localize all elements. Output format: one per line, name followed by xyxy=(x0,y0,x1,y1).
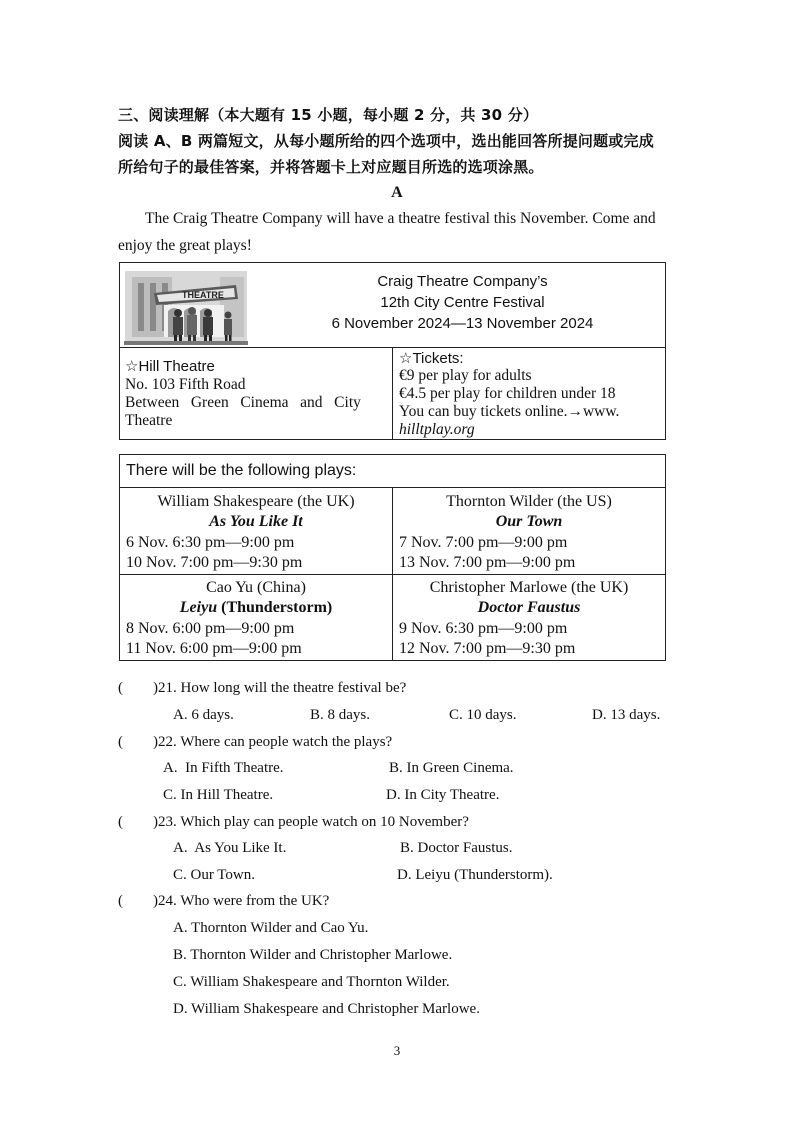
play-title: Doctor Faustus xyxy=(477,599,581,616)
option-a[interactable]: A. 6 days. xyxy=(173,707,234,723)
option-b[interactable]: B. Doctor Faustus. xyxy=(400,840,513,856)
page-number: 3 xyxy=(393,1043,401,1058)
option-c[interactable]: C. William Shakespeare and Thornton Wilder. xyxy=(173,974,450,990)
option-a[interactable]: A. As You Like It. xyxy=(173,840,287,856)
play-author: Cao Yu (China) xyxy=(206,579,306,596)
play-title: As You Like It xyxy=(209,513,303,530)
ticket-price-adults: €9 per play for adults xyxy=(399,367,532,384)
ticket-price-children: €4.5 per play for children under 18 xyxy=(399,385,616,402)
play-time: 12 Nov. 7:00 pm—9:30 pm xyxy=(399,640,576,657)
question-text: Who were from the UK? xyxy=(180,893,330,909)
play-time: 7 Nov. 7:00 pm—9:00 pm xyxy=(399,534,568,551)
question-text: Which play can people watch on 10 November? xyxy=(180,814,469,830)
passage-label: A xyxy=(391,184,403,201)
play-time: 11 Nov. 6:00 pm—9:00 pm xyxy=(126,640,302,657)
play-time: 6 Nov. 6:30 pm—9:00 pm xyxy=(126,534,295,551)
answer-bracket[interactable]: ( ) xyxy=(118,734,158,750)
play-title-paren: (Thunderstorm) xyxy=(221,599,333,616)
venue-location-line-2: Theatre xyxy=(125,412,173,429)
play-author: William Shakespeare (the UK) xyxy=(157,493,355,510)
answer-bracket[interactable]: ( ) xyxy=(118,680,158,696)
question-text: Where can people watch the plays? xyxy=(180,734,393,750)
question-24 xyxy=(118,893,329,910)
question-number: 23. xyxy=(158,814,177,830)
option-c[interactable]: C. Our Town. xyxy=(173,867,256,883)
venue-address: No. 103 Fifth Road xyxy=(125,376,246,393)
option-c[interactable]: C. In Hill Theatre. xyxy=(163,787,274,803)
option-b[interactable]: B. Thornton Wilder and Christopher Marlowe. xyxy=(173,947,453,963)
play-author: Christopher Marlowe (the UK) xyxy=(429,579,629,596)
poster-dates: 6 November 2024—13 November 2024 xyxy=(331,315,594,332)
option-a[interactable]: A. In Fifth Theatre. xyxy=(163,760,284,776)
option-d[interactable]: D. In City Theatre. xyxy=(386,787,500,803)
answer-bracket[interactable]: ( ) xyxy=(118,893,158,909)
question-number: 24. xyxy=(158,893,177,909)
play-title xyxy=(120,598,392,618)
play-time: 8 Nov. 6:00 pm—9:00 pm xyxy=(126,620,295,637)
question-number: 22. xyxy=(158,734,177,750)
play-title: Our Town xyxy=(495,513,563,530)
venue-name: ☆Hill Theatre xyxy=(125,358,215,375)
theatre-sign: THEATRE xyxy=(182,290,224,300)
option-d[interactable]: D. Leiyu (Thunderstorm). xyxy=(397,867,553,883)
section-heading: 三、阅读理解（本大题有 15 小题，每小题 2 分，共 30 分） xyxy=(118,106,539,124)
theatre-illustration-icon xyxy=(124,267,248,345)
question-22 xyxy=(118,734,392,751)
question-text: How long will the theatre festival be? xyxy=(180,680,407,696)
answer-bracket[interactable]: ( ) xyxy=(118,814,158,830)
play-author: Thornton Wilder (the US) xyxy=(446,493,612,510)
option-d[interactable]: D. 13 days. xyxy=(592,707,661,723)
intro-line-2: enjoy the great plays! xyxy=(118,237,252,254)
question-23 xyxy=(118,814,469,831)
instruction-line-1: 阅读 A、B 两篇短文，从每小题所给的四个选项中，选出能回答所提问题或完成 xyxy=(118,132,654,150)
ticket-online-text: You can buy tickets online.→www. xyxy=(399,403,620,420)
tickets-heading: ☆Tickets: xyxy=(399,350,464,367)
play-time: 9 Nov. 6:30 pm—9:00 pm xyxy=(399,620,568,637)
option-c[interactable]: C. 10 days. xyxy=(449,707,517,723)
plays-table xyxy=(119,454,666,661)
option-b[interactable]: B. 8 days. xyxy=(310,707,370,723)
plays-table-header: There will be the following plays: xyxy=(126,462,357,479)
poster-title-1: Craig Theatre Company’s xyxy=(377,273,548,290)
play-title-main: Leiyu xyxy=(179,599,218,616)
option-d[interactable]: D. William Shakespeare and Christopher Marlowe. xyxy=(173,1001,480,1017)
intro-line-1: The Craig Theatre Company will have a theatre festival this November. Come and xyxy=(145,210,656,227)
option-b[interactable]: B. In Green Cinema. xyxy=(389,760,514,776)
venue-location-line: Between Green Cinema and City xyxy=(125,394,361,411)
play-time: 13 Nov. 7:00 pm—9:00 pm xyxy=(399,554,576,571)
play-time: 10 Nov. 7:00 pm—9:30 pm xyxy=(126,554,303,571)
instruction-line-2: 所给句子的最佳答案，并将答题卡上对应题目所选的选项涂黑。 xyxy=(118,158,544,176)
question-number: 21. xyxy=(158,680,177,696)
option-a[interactable]: A. Thornton Wilder and Cao Yu. xyxy=(173,920,369,936)
question-21 xyxy=(118,680,406,697)
ticket-website-link[interactable]: hilltplay.org xyxy=(399,421,475,438)
festival-poster xyxy=(119,262,666,440)
poster-title-2: 12th City Centre Festival xyxy=(380,294,545,311)
